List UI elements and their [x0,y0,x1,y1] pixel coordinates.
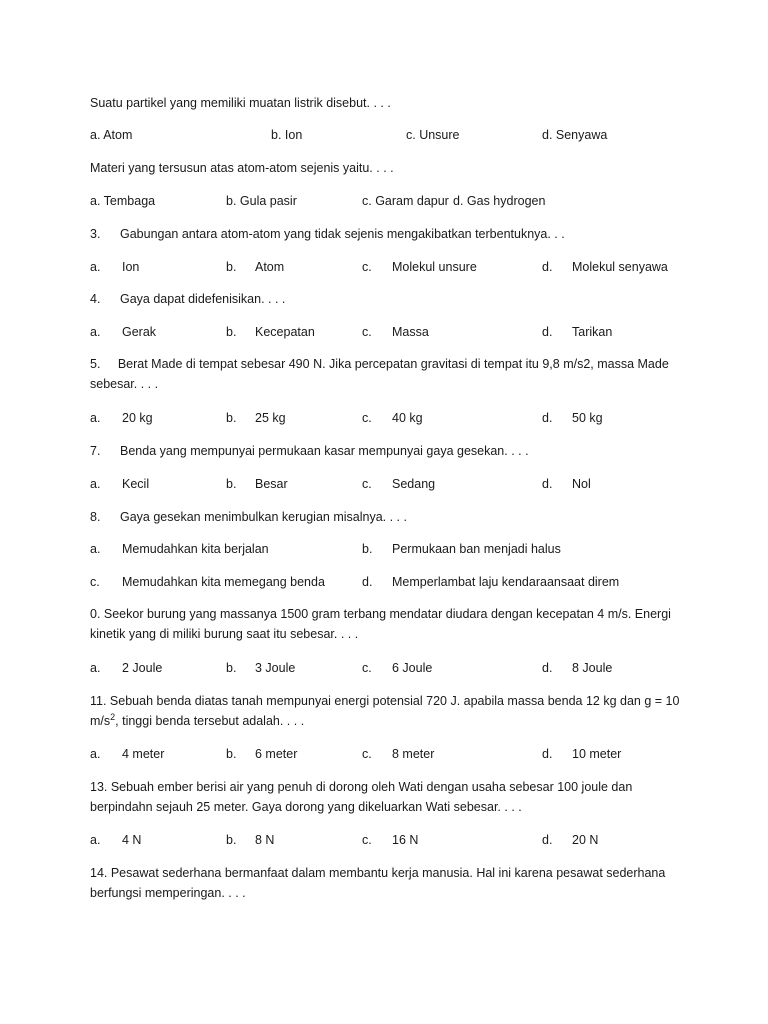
question-2-option-d: d. Gas hydrogen [453,194,546,208]
question-14-text: 14. Pesawat sederhana bermanfaat dalam membantu kerja manusia. Hal ini karena pesawat sederhana berfungsi memperingan. . . . [90,866,666,900]
question-11-text: 11. Sebuah benda diatas tanah mempunyai energi potensial 720 J. apabila massa benda 12 kg dan g = 10 m/s [90,694,680,728]
question-13-option-a-letter: a. [90,833,101,847]
question-4-option-a-letter: a. [90,325,101,339]
question-7-option-c: Sedang [392,477,436,491]
question-7-number: 7. [90,444,101,458]
question-11-option-b: 6 meter [255,747,298,761]
question-11-option-b-letter: b. [226,747,237,761]
question-13-option-d: 20 N [572,833,599,847]
question-0-option-d: 8 Joule [572,661,613,675]
question-13-option-b-letter: b. [226,833,237,847]
question-11-superscript: 2 [110,711,116,722]
question-4-option-c: Massa [392,325,429,339]
question-2-text: Materi yang tersusun atas atom-atom sejenis yaitu. . . . [90,161,394,175]
question-13-option-d-letter: d. [542,833,553,847]
question-5-option-a: 20 kg [122,411,153,425]
question-3-option-c: Molekul unsure [392,260,477,274]
question-7-text: Benda yang mempunyai permukaan kasar mempunyai gaya gesekan. . . . [120,444,529,458]
question-11-option-c: 8 meter [392,747,435,761]
question-8-option-c: Memudahkan kita memegang benda [122,575,325,589]
question-3-option-c-letter: c. [362,260,372,274]
question-13-option-c-letter: c. [362,833,372,847]
question-8-option-b-letter: b. [362,542,373,556]
question-8-option-c-letter: c. [90,575,100,589]
question-3-text: Gabungan antara atom-atom yang tidak sejenis mengakibatkan terbentuknya. . . [120,227,565,241]
question-0-option-a-letter: a. [90,661,101,675]
question-7-option-a-letter: a. [90,477,101,491]
question-3-option-b-letter: b. [226,260,237,274]
question-5-option-c-letter: c. [362,411,372,425]
question-8-option-d-letter: d. [362,575,373,589]
question-4-option-c-letter: c. [362,325,372,339]
question-0-option-c-letter: c. [362,661,372,675]
question-0-option-b: 3 Joule [255,661,296,675]
question-5-text: Berat Made di tempat sebesar 490 N. Jika percepatan gravitasi di tempat itu 9,8 m/s2, massa Made sebesar. . . . [90,357,669,391]
question-7-option-d: Nol [572,477,591,491]
question-3-option-b: Atom [255,260,285,274]
question-11-option-c-letter: c. [362,747,372,761]
question-4-option-a: Gerak [122,325,157,339]
question-5 [90,354,690,394]
question-3-number: 3. [90,227,101,241]
question-1-option-c: c. Unsure [406,128,460,142]
question-8-option-b: Permukaan ban menjadi halus [392,542,561,556]
question-7-option-b-letter: b. [226,477,237,491]
question-11-option-a: 4 meter [122,747,165,761]
question-0-option-b-letter: b. [226,661,237,675]
question-0-option-c: 6 Joule [392,661,433,675]
question-1-option-d: d. Senyawa [542,128,608,142]
question-7-option-c-letter: c. [362,477,372,491]
question-4-option-b-letter: b. [226,325,237,339]
question-4-text: Gaya dapat didefenisikan. . . . [120,292,286,306]
question-3-option-d: Molekul senyawa [572,260,668,274]
question-7-option-b: Besar [255,477,288,491]
question-11-text-end: , tinggi benda tersebut adalah. . . . [115,714,305,728]
question-11-option-a-letter: a. [90,747,101,761]
question-5-option-a-letter: a. [90,411,101,425]
question-8-option-a: Memudahkan kita berjalan [122,542,269,556]
question-5-option-d-letter: d. [542,411,553,425]
question-3-option-d-letter: d. [542,260,553,274]
question-2-option-b: b. Gula pasir [226,194,297,208]
question-8-option-d: Memperlambat laju kendaraansaat direm [392,575,620,589]
question-5-number: 5. [90,357,101,371]
question-8-text: Gaya gesekan menimbulkan kerugian misalnya. . . . [120,510,407,524]
question-1-text: Suatu partikel yang memiliki muatan listrik disebut. . . . [90,96,391,110]
question-11 [90,691,690,731]
question-4-option-d: Tarikan [572,325,613,339]
question-0-option-d-letter: d. [542,661,553,675]
question-4-option-d-letter: d. [542,325,553,339]
question-3-option-a: Ion [122,260,140,274]
question-7-option-a: Kecil [122,477,150,491]
question-1-option-a: a. Atom [90,128,133,142]
question-11-option-d-letter: d. [542,747,553,761]
question-0-option-a: 2 Joule [122,661,163,675]
question-5-option-b: 25 kg [255,411,286,425]
question-5-option-b-letter: b. [226,411,237,425]
question-8-option-a-letter: a. [90,542,101,556]
question-2-option-a: a. Tembaga [90,194,156,208]
question-13-option-c: 16 N [392,833,419,847]
question-1-option-b: b. Ion [271,128,303,142]
question-7-option-d-letter: d. [542,477,553,491]
question-13-text: 13. Sebuah ember berisi air yang penuh di dorong oleh Wati dengan usaha sebesar 100 joule dan berpindahn sejauh 25 meter. Gaya dorong yang dikeluarkan Wati sebesar. . . . [90,780,633,814]
question-0-text: 0. Seekor burung yang massanya 1500 gram terbang mendatar diudara dengan kecepatan 4 m/s. Energi kinetik yang di miliki burung saat itu sebesar. . . . [90,607,671,641]
question-3-option-a-letter: a. [90,260,101,274]
question-13-option-b: 8 N [255,833,275,847]
question-5-option-d: 50 kg [572,411,603,425]
question-5-option-c: 40 kg [392,411,423,425]
question-4-option-b: Kecepatan [255,325,315,339]
question-11-option-d: 10 meter [572,747,622,761]
question-8-number: 8. [90,510,101,524]
question-4-number: 4. [90,292,101,306]
question-2-option-c: c. Garam dapur [362,194,449,208]
question-13-option-a: 4 N [122,833,142,847]
